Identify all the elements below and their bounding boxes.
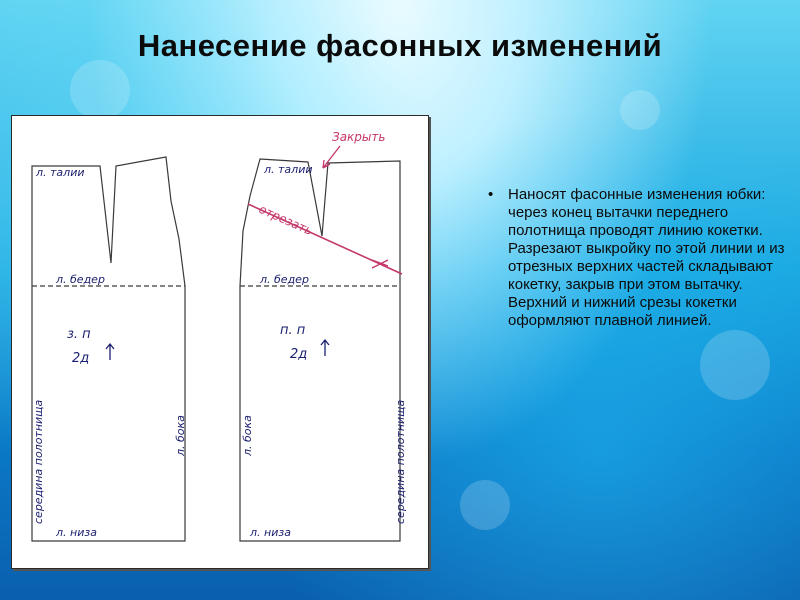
bokeh-light xyxy=(460,480,510,530)
close-arrow-icon xyxy=(323,146,340,168)
right-waist-label: л. талии xyxy=(264,163,313,176)
left-panel-outline xyxy=(32,157,185,541)
cut-label: отрезать xyxy=(256,201,315,238)
bokeh-light xyxy=(620,90,660,130)
left-side-label: л. бока xyxy=(174,415,187,456)
right-hem-label: л. низа xyxy=(250,526,291,539)
right-side-label: л. бока xyxy=(241,415,254,456)
bullet-list xyxy=(488,186,793,330)
left-piece-label: з. п xyxy=(67,327,91,342)
grain-arrow-icon xyxy=(106,344,114,360)
bokeh-light xyxy=(70,60,130,120)
left-center-label: середина полотнища xyxy=(32,399,45,524)
left-waist-label: л. талии xyxy=(36,166,85,179)
bullet-dot-icon: • xyxy=(488,186,494,203)
right-count-label: 2д xyxy=(290,347,308,362)
bullet-text: Наносят фасонные изменения юбки: через конец вытачки переднего полотнища проводят линию кокетки. Разрезают выкройку по этой линии и из отрезных верхних частей складывают кокетку, закрыв при этом вытачку. Верхний и нижний срезы кокетки оформляют плавной линией. xyxy=(508,186,785,329)
close-label: Закрыть xyxy=(332,130,386,144)
skirt-pattern-figure xyxy=(11,115,429,569)
right-piece-label: п. п xyxy=(280,323,306,338)
left-hem-label: л. низа xyxy=(56,526,97,539)
bokeh-light xyxy=(700,330,770,400)
right-center-label: середина полотнища xyxy=(394,399,407,524)
slide-title: Нанесение фасонных изменений xyxy=(137,28,663,63)
back-panel-pattern xyxy=(32,157,185,541)
left-count-label: 2д xyxy=(72,351,90,366)
grain-arrow-icon xyxy=(321,340,329,356)
left-hip-label: л. бедер xyxy=(56,273,105,286)
right-hip-label: л. бедер xyxy=(260,273,309,286)
